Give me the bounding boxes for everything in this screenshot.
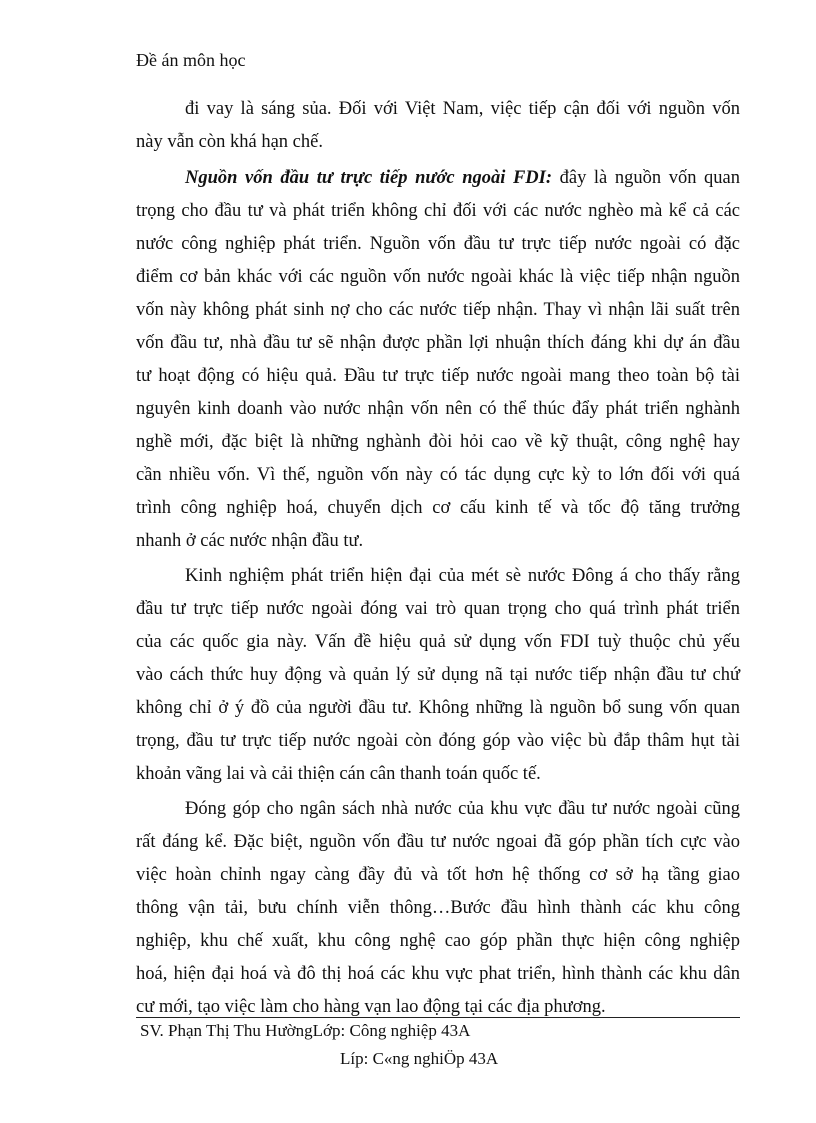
paragraph-4-line-1: Đóng góp cho ngân sách nhà nước của khu vực đầu tư nước ngoài cũng	[185, 799, 740, 819]
paragraph-3-line-6: trọng, đầu tư trực tiếp nước ngoài còn đóng góp vào việc bù đắp thâm hụt tài	[136, 731, 740, 751]
paragraph-3-line-3: của các quốc gia này. Vấn đề hiệu quả sử dụng vốn FDI tuỳ thuộc chủ yếu	[136, 632, 740, 652]
paragraph-2-line-10: cần nhiều vốn. Vì thế, nguồn vốn này có tác dụng cực kỳ to lớn đối với quá	[136, 465, 740, 485]
paragraph-3-line-4: vào cách thức huy động và quản lý sử dụng nã tại nước tiếp nhận đầu tư chứ	[136, 665, 740, 685]
paragraph-2-line-4: điểm cơ bản khác với các nguồn vốn nước ngoài khác là việc tiếp nhận nguồn	[136, 267, 740, 287]
footer-author-class: SV. Phạn Thị Thu HườngLớp: Công nghiệp 43A	[140, 1021, 471, 1040]
paragraph-2-lead: Nguồn vốn đầu tư trực tiếp nước ngoài FDI:	[185, 168, 553, 188]
footer-divider	[136, 1017, 740, 1018]
paragraph-4-line-3: việc hoàn chỉnh ngay càng đầy đủ và tốt hơn hệ thống cơ sở hạ tầng giao	[136, 865, 740, 885]
paragraph-3-line-1: Kinh nghiệm phát triển hiện đại của mét sè nước Đông á cho thấy rằng	[185, 566, 740, 586]
paragraph-3-line-2: đầu tư trực tiếp nước ngoài đóng vai trò quan trọng cho quá trình phát triển	[136, 599, 740, 619]
paragraph-2-line-7: tư hoạt động có hiệu quả. Đầu tư trực tiếp nước ngoài mang theo toàn bộ tài	[136, 366, 740, 386]
paragraph-4-line-6: hoá, hiện đại hoá và đô thị hoá các khu vực phat triển, hình thành các khu dân	[136, 964, 740, 984]
paragraph-2-line-2: trọng cho đầu tư và phát triển không chỉ đối với các nước nghèo mà kể cả các	[136, 201, 740, 221]
paragraph-2-line-5: vốn này không phát sinh nợ cho các nước tiếp nhận. Thay vì nhận lãi suất trên	[136, 300, 740, 320]
paragraph-3-line-7: khoản vãng lai và cải thiện cán cân thanh toán quốc tế.	[136, 764, 541, 784]
paragraph-2-line-8: nguyên kinh doanh vào nước nhận vốn nên có thể thúc đẩy phát triển nghành	[136, 399, 740, 419]
paragraph-2-line-3: nước công nghiệp phát triển. Nguồn vốn đầu tư trực tiếp nước ngoài có đặc	[136, 234, 740, 254]
page-header: Đề án môn học	[136, 50, 246, 70]
paragraph-4-line-2: rất đáng kể. Đặc biệt, nguồn vốn đầu tư nước ngoai đã góp phần tích cực vào	[136, 832, 740, 852]
footer-class-garbled: Líp: C«ng nghiÖp 43A	[340, 1049, 499, 1068]
paragraph-2-line-1	[136, 165, 740, 191]
paragraph-4-line-4: thông vận tải, bưu chính viễn thông…Bước đầu hình thành các khu công	[136, 898, 740, 918]
paragraph-4-line-7: cư mới, tạo việc làm cho hàng vạn lao động tại các địa phương.	[136, 997, 606, 1017]
paragraph-1-line-1: đi vay là sáng sủa. Đối với Việt Nam, việc tiếp cận đối với nguồn vốn	[185, 99, 740, 119]
paragraph-2-line-6: vốn đầu tư, nhà đầu tư sẽ nhận được phần lợi nhuận thích đáng khi dự án đầu	[136, 333, 740, 353]
paragraph-2-line-9: nghề mới, đặc biệt là những nghành đòi hỏi cao về kỹ thuật, công nghệ hay	[136, 432, 740, 452]
paragraph-2-line-11: trình công nghiệp hoá, chuyển dịch cơ cấu kinh tế và tốc độ tăng trưởng	[136, 498, 740, 518]
paragraph-4-line-5: nghiệp, khu chế xuất, khu công nghệ cao góp phần thực hiện công nghiệp	[136, 931, 740, 951]
paragraph-1-line-2: này vẫn còn khá hạn chế.	[136, 132, 323, 152]
paragraph-2-line-1-text: đây là nguồn vốn quan	[552, 168, 740, 188]
paragraph-2-line-12: nhanh ở các nước nhận đầu tư.	[136, 531, 364, 551]
paragraph-3-line-5: không chỉ ở ý đồ của người đầu tư. Không những là nguồn bổ sung vốn quan	[136, 698, 740, 718]
